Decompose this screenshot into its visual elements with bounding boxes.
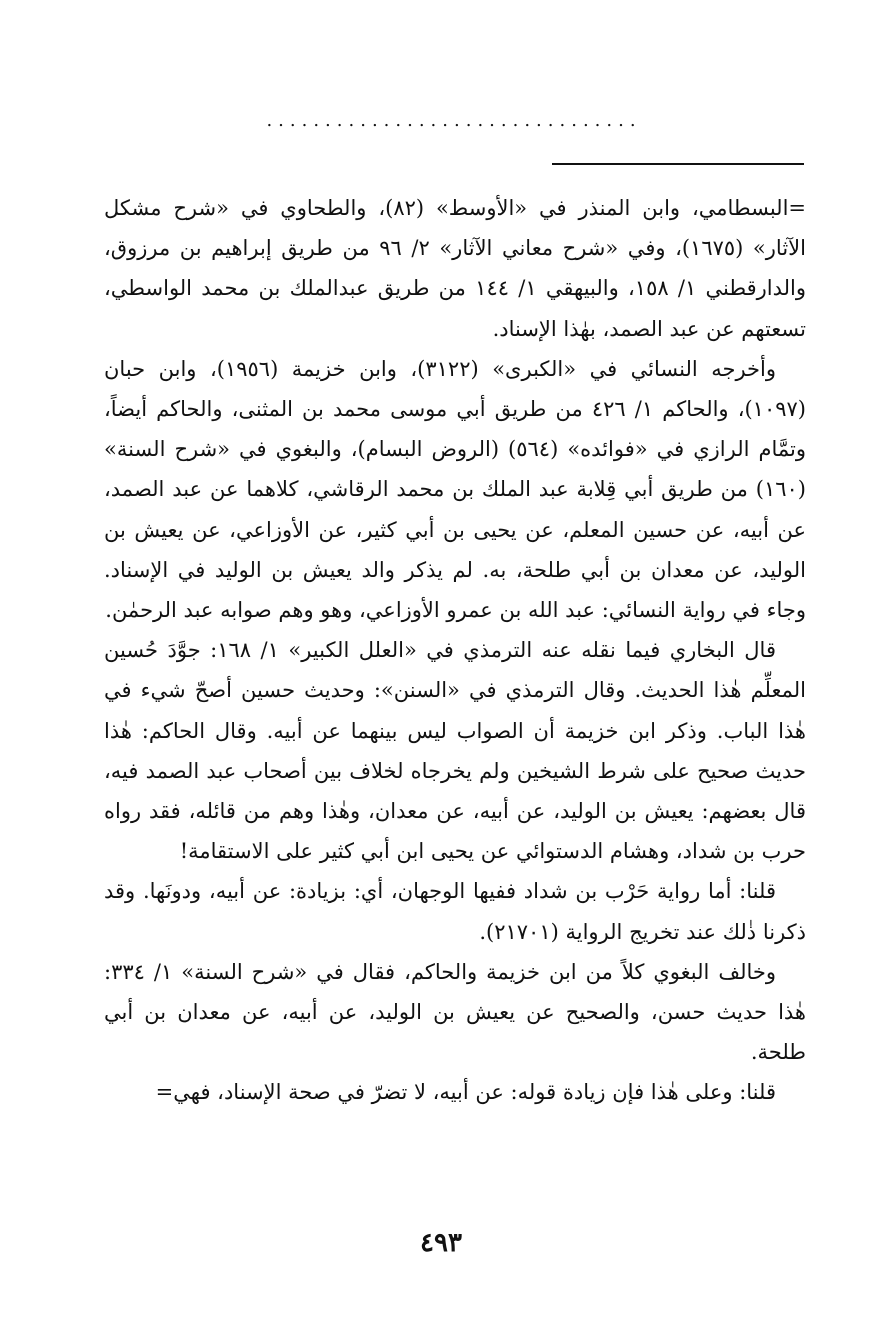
paragraph-harb: قلنا: أما رواية حَرْب بن شداد ففيها الوجهان، أي: بزيادة: عن أبيه، ودونَها. وقد ذكرنا ذٰلك عند تخريج الرواية (٢١٧٠١). <box>104 879 806 944</box>
separator-dots: ................................ <box>266 110 642 131</box>
paragraph-continuation: =البسطامي، وابن المنذر في «الأوسط» (٨٢)، والطحاوي في «شرح مشكل الآثار» (١٦٧٥)، وفي «شرح معاني الآثار» ٢/ ٩٦ من طريق إبراهيم بن مرزوق، والدارقطني ١/ ١٥٨، والبيهقي ١/ ١٤٤ من طريق عبدالملك بن محمد الواسطي، تسعتهم عن عبد الصمد، بهٰذا الإسناد. <box>104 196 807 341</box>
paragraph-conclusion: قلنا: وعلى هٰذا فإن زيادة قوله: عن أبيه، لا تضرّ في صحة الإسناد، فهي= <box>155 1080 776 1105</box>
paragraph-nasai: وأخرجه النسائي في «الكبرى» (٣١٢٢)، وابن خزيمة (١٩٥٦)، وابن حبان (١٠٩٧)، والحاكم ١/ ٤٢٦ من طريق أبي موسى محمد بن المثنى، والحاكم أيضاً، وتمَّام الرازي في «فوائده» (٥٦٤) (الروض البسام)، والبغوي في «شرح السنة» (١٦٠) من طريق أبي قِلابة عبد الملك بن محمد الرقاشي، كلاهما عن عبد الصمد، عن أبيه، عن حسين المعلم، عن يحيى بن أبي كثير، عن الأوزاعي، عن يعيش بن الوليد، عن معدان بن أبي طلحة، به. لم يذكر والد يعيش بن الوليد في الإسناد. وجاء في رواية النسائي: عبد الله بن عمرو الأوزاعي، وهو وهم صوابه عبد الرحمٰن. <box>104 356 806 623</box>
page-number: ٤٩٣ <box>420 1228 462 1258</box>
footnote-body <box>104 188 806 1113</box>
footnote-rule <box>552 163 804 165</box>
paragraph-bukhari: قال البخاري فيما نقله عنه الترمذي في «العلل الكبير» ١/ ١٦٨: جوَّدَ حُسين المعلِّم هٰذا الحديث. وقال الترمذي في «السنن»: وحديث حسين أصحّ شيء في هٰذا الباب. وذكر ابن خزيمة أن الصواب ليس بينهما عن أبيه. وقال الحاكم: هٰذا حديث صحيح على شرط الشيخين ولم يخرجاه لخلاف بين أصحاب عبد الصمد فيه، قال بعضهم: يعيش بن الوليد، عن أبيه، عن معدان، وهٰذا وهم من قائله، فقد رواه حرب بن شداد، وهشام الدستوائي عن يحيى ابن أبي كثير على الاستقامة! <box>104 638 806 864</box>
paragraph-baghawi: وخالف البغوي كلاً من ابن خزيمة والحاكم، فقال في «شرح السنة» ١/ ٣٣٤: هٰذا حديث حسن، والصحيح عن يعيش بن الوليد، عن أبيه، عن معدان بن أبي طلحة. <box>104 959 806 1065</box>
